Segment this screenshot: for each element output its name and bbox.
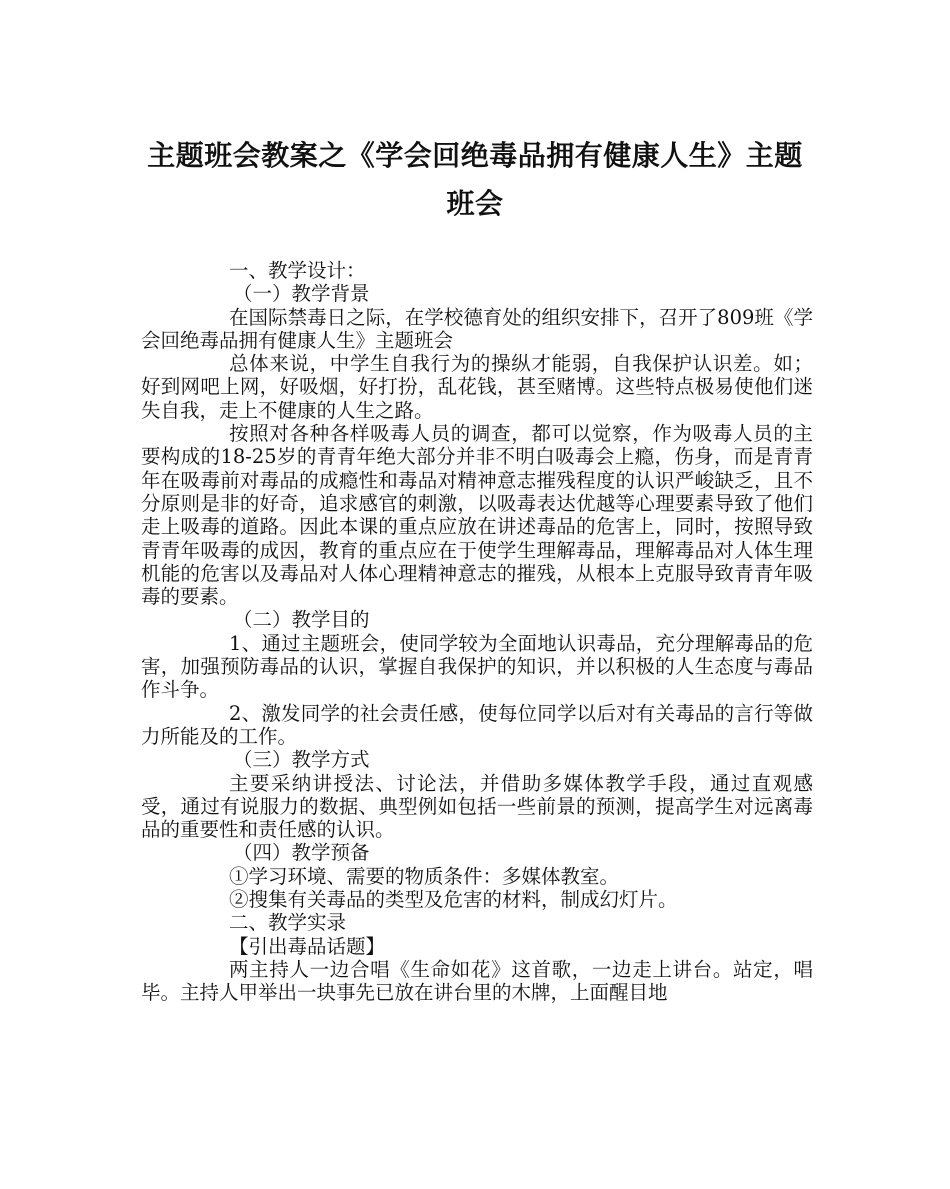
- paragraph: 两主持人一边合唱《生命如花》这首歌，一边走上讲台。站定，唱毕。主持人甲举出一块事先已放在讲台里的木牌，上面醒目地: [141, 957, 813, 1005]
- paragraph: 在国际禁毒日之际，在学校德育处的组织安排下，召开了809班《学会回绝毒品拥有健康人生》主题班会: [141, 305, 813, 352]
- paragraph: ①学习环境、需要的物质条件：多媒体教室。: [229, 864, 620, 888]
- section-heading-teaching-design: 一、教学设计：: [229, 259, 366, 282]
- document-title: 主题班会教案之《学会回绝毒品拥有健康人生》主题班会: [147, 139, 803, 220]
- paragraph: ②搜集有关毒品的类型及危害的材料，制成幻灯片。: [229, 888, 678, 912]
- subsection-heading-background: （一）教学背景: [233, 282, 370, 306]
- section-heading-teaching-record: 二、教学实录: [229, 911, 347, 935]
- paragraph: 主要采纳讲授法、讨论法，并借助多媒体教学手段，通过直观感受，通过有说服力的数据、典型例如包括一些前景的预测，提高学生对远离毒品的重要性和责任感的认识。: [141, 771, 813, 842]
- document-body: [141, 259, 813, 1005]
- paragraph: 2、激发同学的社会责任感，使每位同学以后对有关毒品的言行等做力所能及的工作。: [141, 701, 813, 748]
- paragraph: 1、通过主题班会，使同学较为全面地认识毒品，充分理解毒品的危害，加强预防毒品的认识，掌握自我保护的知识，并以积极的人生态度与毒品作斗争。: [141, 631, 813, 702]
- paragraph: 按照对各种各样吸毒人员的调查，都可以觉察，作为吸毒人员的主要构成的18-25岁的青青年绝大部分并非不明白吸毒会上瘾，伤身，而是青青年在吸毒前对毒品的成瘾性和毒品对精神意志摧残程度的认识严峻缺乏，且不分原则是非的好奇，追求感官的刺激，以吸毒表达优越等心理要素导致了他们走上吸毒的道路。因此本课的重点应放在讲述毒品的危害上，同时，按照导致青青年吸毒的成因，教育的重点应在于使学生理解毒品，理解毒品对人体生理机能的危害以及毒品对人体心理精神意志的摧残，从根本上克服导致青青年吸毒的要素。: [141, 422, 813, 609]
- subsection-heading-introduce-topic: 【引出毒品话题】: [229, 934, 386, 958]
- subsection-heading-methods: （三）教学方式: [233, 748, 370, 772]
- subsection-heading-preparation: （四）教学预备: [233, 841, 370, 865]
- paragraph: 总体来说，中学生自我行为的操纵才能弱，自我保护认识差。如；好到网吧上网，好吸烟，好打扮，乱花钱，甚至赌博。这些特点极易使他们迷失自我，走上不健康的人生之路。: [141, 352, 813, 422]
- subsection-heading-objectives: （二）教学目的: [233, 608, 370, 632]
